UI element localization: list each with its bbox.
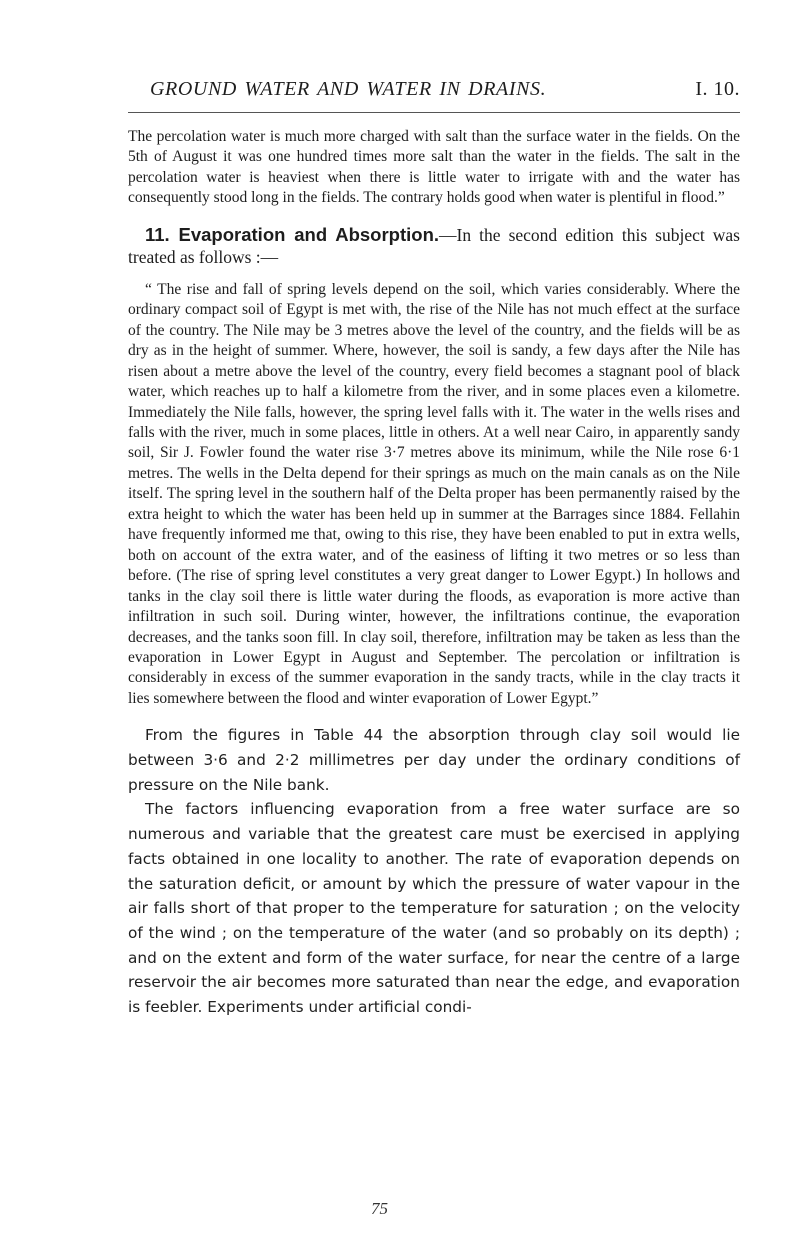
page-number: 75 [371, 1199, 388, 1218]
paragraph-spring-levels: “ The rise and fall of spring levels depend on the soil, which varies considerably. Where the ordinary compact soil of Egypt is met with, the rise of the Nile has not much effect at the surface of the country. The Nile may be 3 metres above the level of the country, and the fields will be as dry as in the height of summer. Where, however, the soil is sandy, a few days after the Nile has risen about a metre above the level of the country, every field becomes a stagnant pool of black water, which reaches up to half a kilometre from the river, and in some places even a kilometre. Immediately the Nile falls, however, the spring level falls with it. The water in the wells rises and falls with the river, much in some places, little in others. At a well near Cairo, in apparently sandy soil, Sir J. Fowler found the water rise 3·7 metres above its minimum, while the Nile rose 6·1 metres. The wells in the Delta depend for their springs as much on the main canals as on the Nile itself. The spring level in the southern half of the Delta proper has been permanently raised by the extra height to which the water has been held up in summer at the Barrages since 1884. Fellahin have frequently informed me that, owing to this rise, they have been enabled to put in extra wells, both on account of the extra water, and of the easiness of lifting it two metres or so less than before. (The rise of spring level constitutes a very great danger to Lower Egypt.) In hollows and tanks in the clay soil there is little water during the floods, as evaporation is more active than infiltration in such soil. During winter, however, the infiltrations continue, the evaporation decreases, and the tanks soon fill. In clay soil, therefore, infiltration may be taken as less than the evaporation in Lower Egypt in August and September. The percolation or infiltration is considerably in excess of the summer evaporation in the sandy tracts, while in the clay tracts it lies somewhere between the flood and winter evaporation of Lower Egypt.” [128, 280, 740, 707]
section-title: Evaporation and Absorption. [178, 223, 440, 245]
quoted-passage [128, 280, 740, 710]
book-page [128, 72, 740, 1020]
section-heading [145, 224, 439, 245]
paragraph-percolation: The percolation water is much more charged with salt than the surface water in the fields. On the 5th of August it was one hundred times more salt than the water in the fields. The salt in the percolation water is heaviest when there is little water to irrigate with and the water has consequently stood long in the fields. The contrary holds good when water is plentiful in flood.” [128, 128, 740, 207]
paragraph-absorption: From the figures in Table 44 the absorption through clay soil would lie between 3·6 and 2·2 millimetres per day under the ordinary conditions of pressure on the Nile bank. [128, 726, 740, 794]
paragraph-evaporation-factors: The factors influencing evaporation from a free water surface are so numerous and variable that the greatest care must be exercised in applying facts obtained in one locality to another. The rate of evaporation depends on the saturation deficit, or amount by which the pressure of water vapour in the air falls short of that proper to the temperature for saturation ; on the velocity of the wind ; on the temperature of the water (and so probably on its depth) ; and on the extent and form of the water surface, for near the centre of a large reservoir the air becomes more saturated than near the edge, and evaporation is feebler. Experiments under artificial condi- [128, 800, 740, 1017]
page-body [128, 127, 740, 1020]
running-title: GROUND WATER AND WATER IN DRAINS. [150, 78, 547, 100]
section-intro-text: —In the second edition this subject was treated as follows :— [128, 224, 740, 267]
main-text [128, 723, 740, 1019]
section-number: 11. [145, 223, 170, 245]
section-marker: I. 10. [695, 78, 740, 100]
section-11-intro [128, 224, 740, 268]
running-head [128, 72, 740, 113]
